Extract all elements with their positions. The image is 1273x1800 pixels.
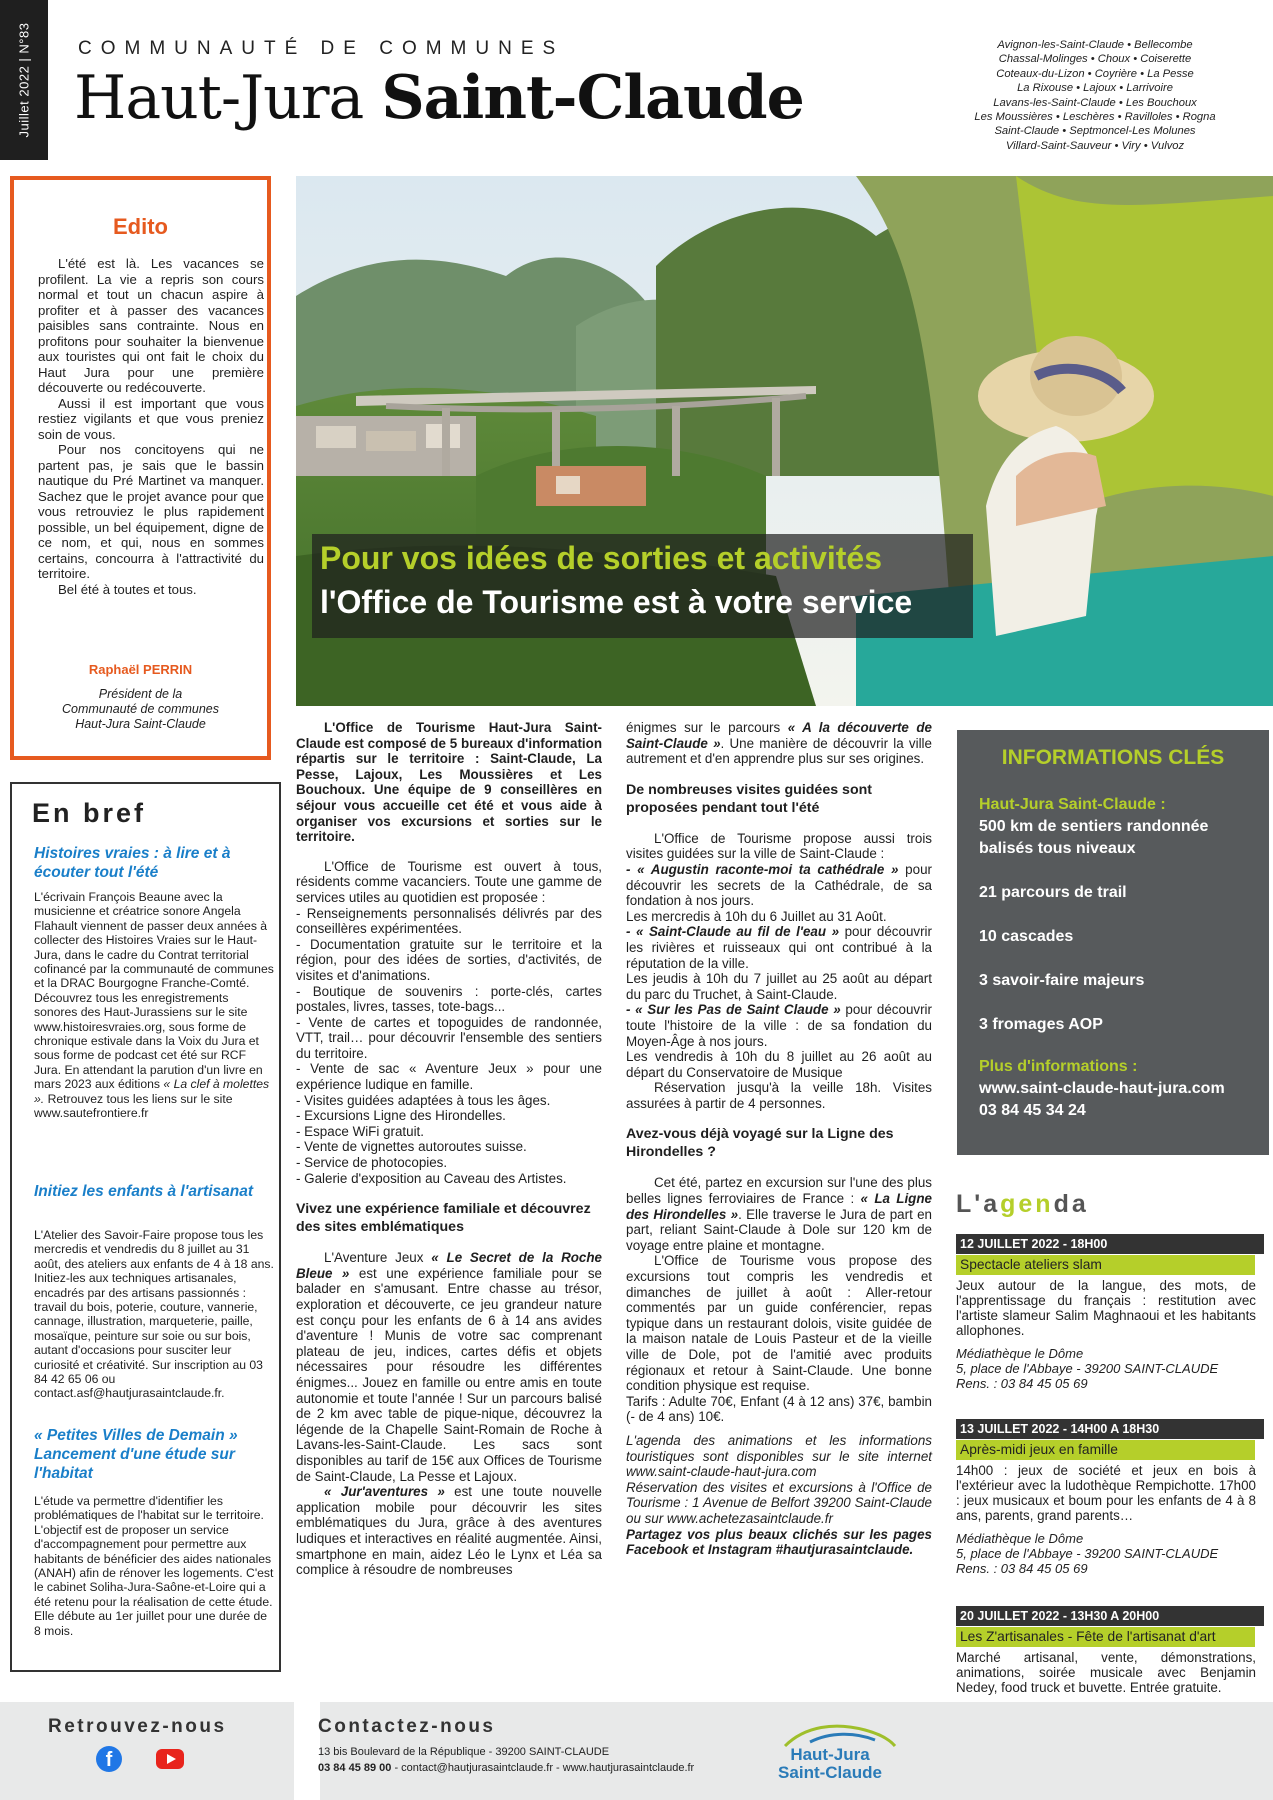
article-paragraph	[296, 1484, 602, 1578]
communes-line: Coteaux-du-Lizon • Coyrière • La Pesse	[996, 67, 1194, 80]
edito-title: Edito	[113, 214, 168, 239]
footer-divider	[294, 1702, 320, 1800]
communes-line: Villard-Saint-Sauveur • Viry • Vulvoz	[1005, 139, 1185, 152]
brief-heading: Initiez les enfants à l'artisanat	[34, 1183, 254, 1200]
edito-paragraph: Aussi il est important que vous restiez vigilants et que vous preniez soin de vous.	[38, 395, 264, 442]
brief-body: L'étude va permettre d'identifier les problématiques de l'habitat sur le territoire. L'objectif est de proposer un service d'accompagnement pour permettre aux habitants de bénéficier des aides nationales (ANAH) afin de rénover les logements. C'est le cabinet Soliha-Jura-Saône-et-Loire qui a été retenu pour la réalisation de cette étude. Elle débute au 1er juillet pour une durée de 8 mois.	[34, 1494, 274, 1638]
banner-subheadline: l'Office de Tourisme est à votre service	[320, 584, 913, 620]
text-run: est une expérience familiale pour se balader en s'amusant. Entre chasse au trésor, exploration et découverte, ce jeu grandeur nature est conçu pour les enfants de 6 à 14 ans avides d'aventure ! Munis de votre sac comprenant plateau de jeu, indices, cartes défis et objets nécessaires pour résoudre les différentes énigmes... Jouez en famille ou entre amis en toute autonomie et toute l'année ! Sur un parcours balisé de 2 km avec table de pique-nique, découvrez la légende de la Chapelle Saint-Romain de Roche à Lavans-les-Saint-Claude. Les sacs sont disponibles au tarif de 15€ aux Offices de Tourisme de Saint-Claude, La Pesse et Lajoux.	[296, 1265, 602, 1484]
contact-address: 13 bis Boulevard de la République - 39200 SAINT-CLAUDE	[318, 1746, 610, 1758]
masthead-title-bold: Saint-Claude	[381, 63, 804, 133]
brief-heading: Histoires vraies : à lire et à écouter tout l'été	[34, 845, 231, 881]
section-heading: Avez-vous déjà voyagé sur la Ligne des Hirondelles ?	[626, 1126, 894, 1161]
communes-line: Les Moussières • Leschères • Ravilloles • Rogna	[974, 111, 1216, 124]
contact-title: Contactez-nous	[318, 1716, 496, 1737]
event-location	[956, 1346, 1256, 1391]
key-info-item: 3 savoir-faire majeurs	[979, 972, 1145, 989]
en-bref-box	[10, 782, 281, 1672]
agenda-title-part: da	[1053, 1190, 1089, 1218]
service-item: - Excursions Ligne des Hirondelles.	[296, 1108, 506, 1124]
article-paragraph	[296, 1250, 602, 1484]
edito-box	[10, 176, 271, 760]
event-description: 14h00 : jeux de société et jeux en bois à l'extérieur avec la ludothèque Rempichotte. 17h00 : jeux musicaux et boum pour les enfants de 4 à 8 ans, parents, grand parents…	[956, 1463, 1256, 1523]
signature-name: Raphaël PERRIN	[88, 662, 193, 677]
agenda-title-part: gen	[1000, 1190, 1054, 1218]
text-run-title: - « Saint-Claude au fil de l'eau »	[626, 924, 840, 940]
service-item: - Galerie d'exposition au Caveau des Artistes.	[296, 1170, 567, 1186]
brief-text: L'écrivain François Beaune avec la musicienne et créatrice sonore Angela Flahault viennent de passer deux années à collecter des Histoires Vraies sur le Haut-Jura, dans le cadre du Contrat territorial cofinancé par la communauté de communes et la DRAC Bourgogne Franche-Comté. Découvrez tous les enregistrements sonores des Haut-Jurassiens sur le site www.histoiresvraies.org, sous forme de chronique estivale dans la Voix du Jura et sous forme de podcast cet été sur RCF Jura. En attendant la parution d'un livre en mars 2023 aux éditions	[34, 890, 274, 1092]
brief-body	[34, 890, 274, 1121]
agenda-title	[956, 1190, 1089, 1219]
article-column-2	[626, 720, 932, 1558]
event-contact: Rens. : 03 84 45 05 69	[956, 1561, 1088, 1576]
section-heading: De nombreuses visites guidées sont proposées pendant tout l'été	[626, 781, 872, 816]
social-share: Partagez vos plus beaux clichés sur les pages Facebook et Instagram #hautjurasaintclaude.	[626, 1526, 932, 1558]
service-item: - Documentation gratuite sur le territoire et la région, pour des idées de sorties, d'activités, de visites et d'animations.	[296, 936, 602, 983]
masthead-title	[74, 62, 804, 134]
communes-line: La Rixouse • Lajoux • Larrivoire	[1017, 82, 1173, 95]
visit-item	[626, 1002, 932, 1049]
signature-role: Président de la	[98, 687, 183, 701]
text-run: Cet été, partez en excursion sur l'une des plus belles lignes ferroviaires de France :	[626, 1175, 932, 1207]
event-contact: Rens. : 03 84 45 05 69	[956, 1376, 1088, 1391]
visit-item	[626, 924, 932, 971]
communes-line: Avignon-les-Saint-Claude • Bellecombe	[997, 39, 1193, 51]
key-info-item: 10 cascades	[979, 928, 1074, 945]
key-info-website[interactable]: www.saint-claude-haut-jura.com	[979, 1080, 1225, 1097]
service-item: - Visites guidées adaptées à tous les âges.	[296, 1092, 551, 1108]
key-info-phone: 03 84 45 34 24	[979, 1102, 1086, 1119]
event-location	[956, 1531, 1256, 1576]
article-paragraph: L'Office de Tourisme vous propose des excursions tout compris les vendredis et dimanches de juillet à août : Aller-retour commentés par un guide conférencier, repas typique dans un restaurant dolois, visite guidée de la maison natale de Louis Pasteur et de la vieille ville de Dole, pot de l'amitié avec produits régionaux et retour à Saint-Claude. Une bonne condition physique est requise.	[626, 1253, 932, 1394]
section-heading: Vivez une expérience familiale et découvrez des sites emblématiques	[296, 1201, 591, 1236]
text-run-title: « Jur'aventures »	[324, 1484, 445, 1500]
text-run: pour découvrir les rivières et ruisseaux qui ont contribué à la réputation de la ville.	[626, 924, 932, 971]
event-address: 5, place de l'Abbaye - 39200 SAINT-CLAUDE	[956, 1361, 1219, 1376]
text-run: pour découvrir les secrets de la Cathédrale, de sa fondation à nos jours.	[626, 861, 932, 909]
key-info-item: 21 parcours de trail	[979, 884, 1127, 901]
social-title: Retrouvez-nous	[48, 1716, 227, 1737]
communes-line: Lavans-les-Saint-Claude • Les Bouchoux	[993, 96, 1197, 109]
edito-paragraph: Bel été à toutes et tous.	[58, 581, 197, 597]
edito-paragraph: Pour nos concitoyens qui ne partent pas, je sais que le bassin nautique du Pré Martinet va manquer. Sachez que le projet avance pour que vous retrouviez le plus rapidement possible, un bel équipement, digne de ce nom, et qui, nous en sommes certains, concourra à l'attractivité du territoire.	[38, 442, 264, 581]
event-description: Jeux autour de la langue, des mots, de l'apprentissage du français : restitution avec l'artiste slameur Salim Maghnaoui et les habitants allophones.	[956, 1278, 1256, 1338]
visit-schedule: Les jeudis à 10h du 7 juillet au 25 août au départ du parc du Truchet, à Saint-Claude.	[626, 971, 932, 1002]
article-column-1	[296, 720, 602, 1578]
service-item: - Service de photocopies.	[296, 1155, 448, 1171]
article-paragraph	[626, 1175, 932, 1253]
key-info-item: 500 km de sentiers randonnée balisés tous niveaux	[979, 818, 1209, 857]
brief-text-italic: « La clef à molettes ».	[34, 1077, 270, 1106]
article-paragraph: Tarifs : Adulte 70€, Enfant (4 à 12 ans) 37€, bambin (- de 4 ans) 10€.	[626, 1393, 932, 1425]
text-run-title: « A la découverte de Saint-Claude »	[626, 720, 932, 751]
signature-role: Haut-Jura Saint-Claude	[75, 717, 206, 731]
youtube-icon[interactable]	[156, 1749, 184, 1769]
event-name: Les Z'artisanales - Fête de l'artisanat d'art	[956, 1626, 1255, 1647]
contact-details	[318, 1760, 694, 1776]
agenda-info: L'agenda des animations et les informations touristiques sont disponibles sur le site internet www.saint-claude-haut-jura.com	[626, 1432, 932, 1480]
issue-label: Juillet 2022 | N°83	[16, 22, 32, 138]
event-date: 13 JUILLET 2022 - 14H00 A 18H30	[956, 1419, 1264, 1439]
article-intro: L'Office de Tourisme Haut-Jura Saint-Claude est composé de 5 bureaux d'information répartis sur le territoire : Saint-Claude, La Pesse, Lajoux, Les Moussières et Les Bouchoux. Une équipe de 9 conseillères en séjour vous accueille cet été et vous aide à organiser vos excursions et sorties sur le territoire.	[296, 720, 602, 845]
text-run-title: « Le Secret de la Roche Bleue »	[296, 1250, 602, 1281]
visit-schedule: Les mercredis à 10h du 6 Juillet au 31 Août.	[626, 908, 887, 924]
contact-phone: 03 84 45 89 00	[318, 1762, 392, 1774]
masthead-title-light: Haut-Jura	[74, 63, 382, 133]
masthead-super-title: COMMUNAUTÉ DE COMMUNES	[78, 38, 565, 59]
service-item: - Vente de cartes et topoguides de randonnée, VTT, trail… pour découvrir l'ensemble des sentiers du territoire.	[296, 1014, 602, 1061]
text-run: pour découvrir toute l'histoire de la ville : de sa fondation du Moyen-Âge à nos jours.	[626, 1002, 932, 1049]
en-bref-title: En bref	[32, 798, 147, 828]
text-run: . Une manière de découvrir la ville autrement et d'en apprendre plus sur ses origines.	[626, 735, 932, 767]
event-description: Marché artisanal, vente, démonstrations, animations, soirée musicale avec Benjamin Nedey, food truck et buvette. Entrée gratuite.	[956, 1650, 1256, 1695]
hautjura-logo	[755, 1720, 915, 1790]
banner-photo	[296, 176, 1273, 706]
key-info-box	[957, 730, 1269, 1155]
service-item: - Renseignements personnalisés délivrés par des conseillères expérimentées.	[296, 905, 602, 937]
event-date: 20 JUILLET 2022 - 13H30 A 20H00	[956, 1606, 1264, 1626]
article-paragraph: L'Office de Tourisme propose aussi trois visites guidées sur la ville de Saint-Claude :	[626, 830, 932, 862]
communes-line: Chassal-Molinges • Choux • Coiserette	[998, 53, 1192, 66]
event-address: 5, place de l'Abbaye - 39200 SAINT-CLAUDE	[956, 1546, 1219, 1561]
key-info-item: 3 fromages AOP	[979, 1016, 1103, 1033]
visit-schedule: Les vendredis à 10h du 8 juillet au 26 août au départ du Conservatoire de Musique	[626, 1049, 932, 1080]
facebook-icon[interactable]: f	[96, 1746, 122, 1772]
signature-role: Communauté de communes	[61, 702, 220, 716]
brief-body: L'Atelier des Savoir-Faire propose tous les mercredis et vendredis du 8 juillet au 31 août, des ateliers aux enfants de 4 à 18 ans. Initiez-les aux techniques artisanales, encadrés par des artisans passionnés : travail du bois, poterie, couture, vannerie, cannage, illustration, marqueterie, paille, mosaïque, peinture sur soie ou sur bois, autant d'occasions pour susciter leur curiosité et créativité. Sur inscription au 03 84 42 65 06 ou contact.asf@hautjurasaintclaude.fr.	[34, 1228, 274, 1401]
article-paragraph	[626, 720, 932, 767]
banner-headline: Pour vos idées de sorties et activités	[320, 540, 883, 576]
key-info-more: Plus d'informations :	[979, 1058, 1138, 1075]
brief-heading: « Petites Villes de Demain » Lancement d'une étude sur l'habitat	[34, 1427, 238, 1482]
event-date: 12 JUILLET 2022 - 18H00	[956, 1234, 1264, 1254]
issue-tab	[0, 0, 48, 160]
visit-item	[626, 862, 932, 909]
service-item: - Boutique de souvenirs : porte-clés, cartes postales, livres, tasses, tote-bags...	[296, 983, 602, 1015]
edito-paragraph: L'été est là. Les vacances se profilent. La vie a repris son cours normal et tout un chacun aspire à profiter et à passer des vacances paisibles sans contrainte. Nous en profitons pour souhaiter la bienvenue aux touristes qui ont fait le choix du Haut Jura pour une première découverte ou redécouverte.	[38, 256, 264, 395]
communes-list	[930, 38, 1260, 153]
article-paragraph: L'Office de Tourisme est ouvert à tous, résidents comme vacanciers. Toute une gamme de services utiles au quotidien est proposée :	[296, 858, 602, 905]
service-item: - Espace WiFi gratuit.	[296, 1123, 424, 1139]
text-run-title: « La Ligne des Hirondelles »	[626, 1191, 932, 1222]
event-name: Spectacle ateliers slam	[956, 1254, 1255, 1275]
agenda-title-part: L'a	[956, 1190, 1001, 1218]
service-item: - Vente de vignettes autoroutes suisse.	[296, 1139, 527, 1155]
reservation-info: Réservation des visites et excursions à l'Office de Tourisme : 1 Avenue de Belfort 39200 Saint-Claude ou sur www.achetezasaintclaude.fr	[626, 1479, 932, 1526]
event-venue: Médiathèque le Dôme	[956, 1346, 1084, 1361]
text-run: L'Aventure Jeux	[324, 1250, 424, 1266]
key-info-region: Haut-Jura Saint-Claude :	[979, 796, 1166, 813]
footer	[0, 1702, 1273, 1800]
edito-body	[38, 256, 264, 597]
visit-reservation: Réservation jusqu'à la veille 18h. Visites assurées à partir de 4 personnes.	[626, 1080, 932, 1111]
logo-text: Haut-Jura	[790, 1745, 870, 1764]
key-info-title: INFORMATIONS CLÉS	[1001, 746, 1225, 769]
edito-signature	[14, 662, 267, 732]
text-run: énigmes sur le parcours	[626, 720, 781, 735]
text-run-title: - « Augustin raconte-moi ta cathédrale »	[626, 861, 899, 877]
text-run: . Elle traverse le Jura de part en part, reliant Saint-Claude à Dole sur 120 km de voyage entre plaine et montagne.	[626, 1206, 933, 1253]
logo-text: Saint-Claude	[778, 1763, 882, 1782]
contact-email-web[interactable]: - contact@hautjurasaintclaude.fr - www.hautjurasaintclaude.fr	[391, 1762, 695, 1774]
event-name: Après-midi jeux en famille	[956, 1439, 1255, 1460]
text-run-title: - « Sur les Pas de Saint Claude »	[626, 1002, 841, 1018]
event-venue: Médiathèque le Dôme	[956, 1531, 1084, 1546]
communes-line: Saint-Claude • Septmoncel-Les Molunes	[994, 125, 1196, 138]
brief-text: Retrouvez tous les liens sur le site www.sautefrontiere.fr	[34, 1091, 233, 1121]
service-item: - Vente de sac « Aventure Jeux » pour une expérience ludique en famille.	[296, 1061, 602, 1093]
text-run: est une toute nouvelle application mobile pour découvrir les sites emblématiques du Jura, grâce à des aventures ludiques et interactives en réalité augmentée. Ainsi, smartphone en main, aidez Léo le Lynx et Léa sa complice à résoudre de nombreuses	[296, 1484, 602, 1578]
